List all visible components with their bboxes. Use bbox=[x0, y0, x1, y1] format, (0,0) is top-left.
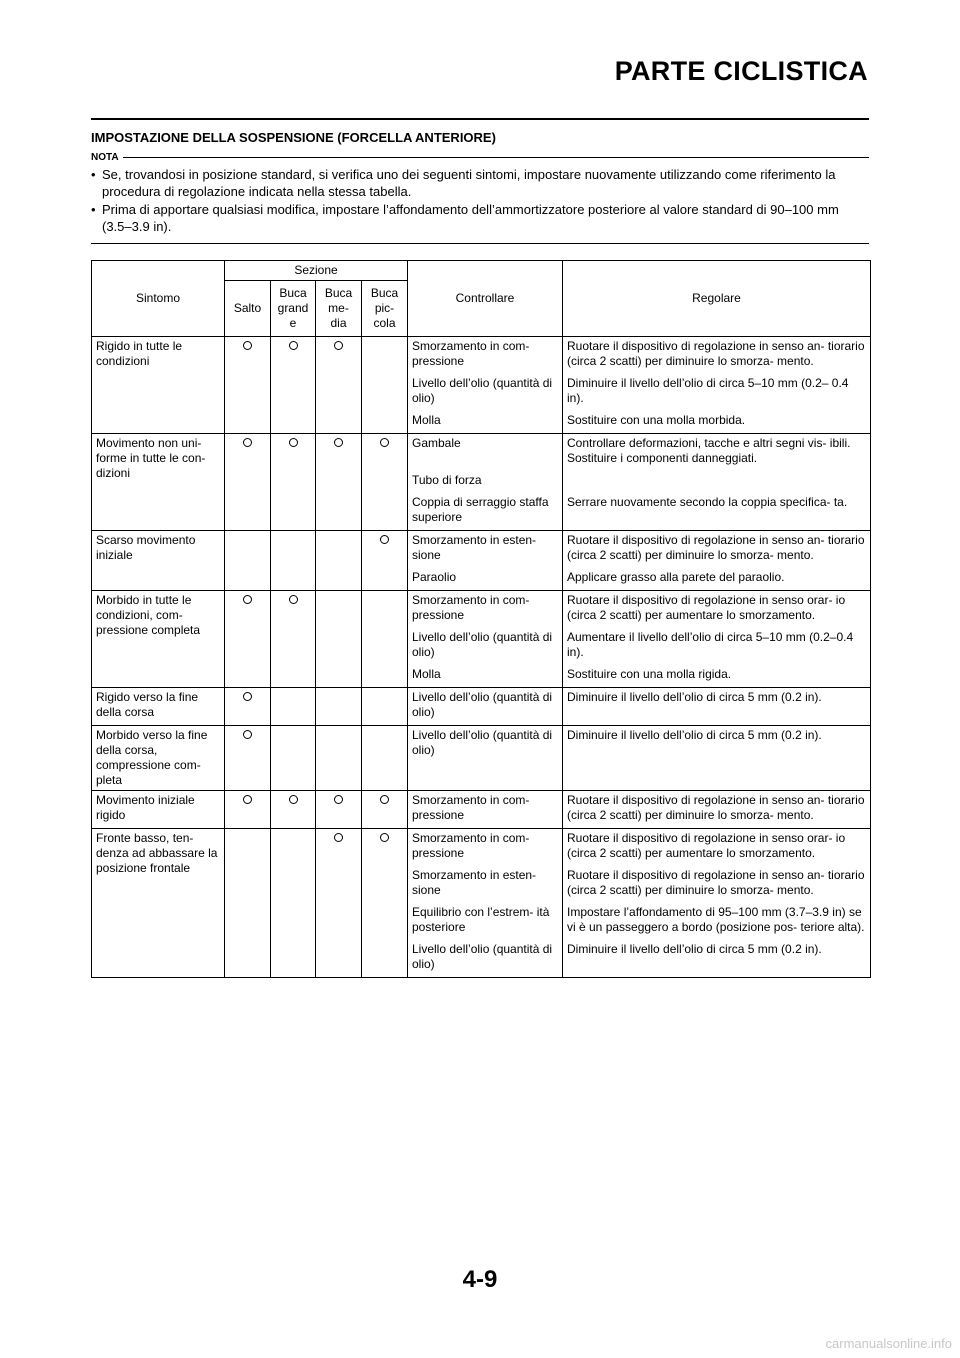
cell-sintomo: Rigido in tutte le condizioni bbox=[92, 337, 225, 434]
cell-controllare: Smorzamento in com- pressione bbox=[408, 337, 563, 375]
cell-regolare: Ruotare il dispositivo di regolazione in senso orar- io (circa 2 scatti) per aumentare lo smorzamento. bbox=[563, 829, 871, 867]
header-buca-grande: Buca grand e bbox=[271, 281, 316, 337]
cell-controllare: Livello dell’olio (quantità di olio) bbox=[408, 688, 563, 726]
cell-controllare: Livello dell’olio (quantità di olio) bbox=[408, 940, 563, 978]
cell-controllare: Paraolio bbox=[408, 568, 563, 591]
cell-sintomo: Fronte basso, ten- denza ad abbassare la posizione frontale bbox=[92, 829, 225, 978]
table-row bbox=[92, 688, 871, 726]
cell-mark bbox=[225, 531, 271, 591]
circle-mark-icon bbox=[289, 795, 298, 804]
cell-mark bbox=[316, 591, 362, 688]
cell-mark bbox=[271, 726, 316, 791]
table-row bbox=[92, 726, 871, 791]
table-body bbox=[92, 337, 871, 978]
circle-mark-icon bbox=[334, 341, 343, 350]
note-end-rule bbox=[91, 243, 869, 244]
cell-mark bbox=[362, 337, 408, 434]
note-header bbox=[91, 152, 869, 163]
cell-sintomo: Scarso movimento iniziale bbox=[92, 531, 225, 591]
note-item: • Se, trovandosi in posizione standard, si verifica uno dei seguenti sintomi, impostare nuovamente utilizzando come riferimento la procedura di regolazione indicata nella stessa tabella. bbox=[91, 166, 869, 200]
header-sintomo: Sintomo bbox=[92, 261, 225, 337]
circle-mark-icon bbox=[289, 438, 298, 447]
cell-mark bbox=[316, 688, 362, 726]
header-rule bbox=[91, 118, 869, 120]
cell-controllare: Tubo di forza bbox=[408, 471, 563, 493]
cell-controllare: Livello dell’olio (quantità di olio) bbox=[408, 726, 563, 791]
note-item: • Prima di apportare qualsiasi modifica, impostare l’affondamento dell’ammortizzatore posteriore al valore standard di 90–100 mm (3.5–3.9 in). bbox=[91, 201, 869, 235]
cell-regolare: Ruotare il dispositivo di regolazione in senso an- tiorario (circa 2 scatti) per diminuire lo smorza- mento. bbox=[563, 866, 871, 903]
cell-controllare: Molla bbox=[408, 665, 563, 688]
cell-mark bbox=[225, 791, 271, 829]
page-number: 4-9 bbox=[462, 1266, 498, 1293]
cell-regolare: Controllare deformazioni, tacche e altri segni vis- ibili. Sostituire i componenti danneggiati. bbox=[563, 434, 871, 472]
circle-mark-icon bbox=[289, 341, 298, 350]
cell-controllare: Smorzamento in com- pressione bbox=[408, 791, 563, 829]
cell-sintomo: Morbido verso la fine della corsa, compressione com- pleta bbox=[92, 726, 225, 791]
circle-mark-icon bbox=[243, 341, 252, 350]
cell-sintomo: Morbido in tutte le condizioni, com- pressione completa bbox=[92, 591, 225, 688]
cell-mark bbox=[362, 791, 408, 829]
cell-mark bbox=[316, 531, 362, 591]
header-sezione: Sezione bbox=[225, 261, 408, 281]
table-row bbox=[92, 337, 871, 375]
cell-mark bbox=[362, 726, 408, 791]
cell-mark bbox=[225, 688, 271, 726]
circle-mark-icon bbox=[289, 595, 298, 604]
cell-regolare: Diminuire il livello dell’olio di circa 5 mm (0.2 in). bbox=[563, 688, 871, 726]
cell-mark bbox=[316, 829, 362, 978]
circle-mark-icon bbox=[334, 795, 343, 804]
cell-mark bbox=[316, 434, 362, 531]
cell-regolare: Ruotare il dispositivo di regolazione in senso an- tiorario (circa 2 scatti) per diminuire lo smorza- mento. bbox=[563, 531, 871, 569]
cell-regolare: Aumentare il livello dell’olio di circa 5–10 mm (0.2–0.4 in). bbox=[563, 628, 871, 665]
note-label: NOTA bbox=[91, 152, 119, 163]
circle-mark-icon bbox=[243, 730, 252, 739]
cell-regolare: Diminuire il livello dell’olio di circa 5 mm (0.2 in). bbox=[563, 940, 871, 978]
cell-regolare: Sostituire con una molla morbida. bbox=[563, 411, 871, 434]
cell-mark bbox=[225, 434, 271, 531]
circle-mark-icon bbox=[380, 833, 389, 842]
cell-mark bbox=[271, 791, 316, 829]
cell-mark bbox=[316, 726, 362, 791]
cell-regolare: Ruotare il dispositivo di regolazione in senso an- tiorario (circa 2 scatti) per diminuire lo smorza- mento. bbox=[563, 791, 871, 829]
circle-mark-icon bbox=[380, 438, 389, 447]
cell-controllare: Gambale bbox=[408, 434, 563, 472]
cell-controllare: Smorzamento in com- pressione bbox=[408, 591, 563, 629]
header-controllare: Controllare bbox=[408, 261, 563, 337]
circle-mark-icon bbox=[243, 692, 252, 701]
page-header-title: PARTE CICLISTICA bbox=[614, 56, 868, 86]
table-row bbox=[92, 791, 871, 829]
table-row bbox=[92, 434, 871, 472]
header-buca-piccola: Buca pic- cola bbox=[362, 281, 408, 337]
cell-mark bbox=[271, 591, 316, 688]
circle-mark-icon bbox=[243, 595, 252, 604]
cell-mark bbox=[225, 591, 271, 688]
cell-mark bbox=[225, 726, 271, 791]
cell-regolare: Impostare l’affondamento di 95–100 mm (3.7–3.9 in) se vi è un passeggero a bordo (posizione pos- teriore alta). bbox=[563, 903, 871, 940]
cell-controllare: Livello dell’olio (quantità di olio) bbox=[408, 374, 563, 411]
cell-mark bbox=[316, 791, 362, 829]
note-list bbox=[91, 166, 869, 235]
table-header bbox=[92, 261, 871, 337]
cell-mark bbox=[225, 337, 271, 434]
header-regolare: Regolare bbox=[563, 261, 871, 337]
cell-mark bbox=[271, 531, 316, 591]
cell-sintomo: Rigido verso la fine della corsa bbox=[92, 688, 225, 726]
watermark: carmanualsonline.info bbox=[825, 1336, 952, 1351]
cell-regolare: Diminuire il livello dell’olio di circa 5 mm (0.2 in). bbox=[563, 726, 871, 791]
note-box bbox=[91, 152, 869, 236]
cell-controllare: Smorzamento in com- pressione bbox=[408, 829, 563, 867]
cell-regolare: Applicare grasso alla parete del paraolio. bbox=[563, 568, 871, 591]
circle-mark-icon bbox=[380, 795, 389, 804]
table-row bbox=[92, 531, 871, 569]
suspension-table bbox=[91, 260, 871, 978]
cell-sintomo: Movimento iniziale rigido bbox=[92, 791, 225, 829]
cell-sintomo: Movimento non uni- forme in tutte le con- dizioni bbox=[92, 434, 225, 531]
cell-mark bbox=[362, 531, 408, 591]
cell-mark bbox=[316, 337, 362, 434]
cell-controllare: Smorzamento in esten- sione bbox=[408, 866, 563, 903]
section-title: IMPOSTAZIONE DELLA SOSPENSIONE (FORCELLA ANTERIORE) bbox=[91, 130, 496, 145]
cell-regolare: Sostituire con una molla rigida. bbox=[563, 665, 871, 688]
cell-regolare: Ruotare il dispositivo di regolazione in senso an- tiorario (circa 2 scatti) per diminuire lo smorza- mento. bbox=[563, 337, 871, 375]
cell-mark bbox=[271, 688, 316, 726]
cell-regolare bbox=[563, 471, 871, 493]
table-row bbox=[92, 591, 871, 629]
cell-controllare: Equilibrio con l’estrem- ità posteriore bbox=[408, 903, 563, 940]
cell-controllare: Molla bbox=[408, 411, 563, 434]
cell-mark bbox=[362, 434, 408, 531]
cell-regolare: Diminuire il livello dell’olio di circa 5–10 mm (0.2– 0.4 in). bbox=[563, 374, 871, 411]
cell-mark bbox=[362, 688, 408, 726]
table-row bbox=[92, 829, 871, 867]
circle-mark-icon bbox=[243, 795, 252, 804]
cell-mark bbox=[271, 337, 316, 434]
cell-mark bbox=[271, 829, 316, 978]
circle-mark-icon bbox=[243, 438, 252, 447]
cell-mark bbox=[362, 591, 408, 688]
cell-mark bbox=[362, 829, 408, 978]
circle-mark-icon bbox=[334, 438, 343, 447]
cell-mark bbox=[225, 829, 271, 978]
cell-controllare: Coppia di serraggio staffa superiore bbox=[408, 493, 563, 531]
circle-mark-icon bbox=[380, 535, 389, 544]
cell-controllare: Smorzamento in esten- sione bbox=[408, 531, 563, 569]
header-buca-media: Buca me- dia bbox=[316, 281, 362, 337]
note-rule bbox=[123, 157, 869, 158]
header-salto: Salto bbox=[225, 281, 271, 337]
cell-mark bbox=[271, 434, 316, 531]
cell-controllare: Livello dell’olio (quantità di olio) bbox=[408, 628, 563, 665]
circle-mark-icon bbox=[334, 833, 343, 842]
cell-regolare: Ruotare il dispositivo di regolazione in senso orar- io (circa 2 scatti) per aumentare lo smorzamento. bbox=[563, 591, 871, 629]
cell-regolare: Serrare nuovamente secondo la coppia specifica- ta. bbox=[563, 493, 871, 531]
